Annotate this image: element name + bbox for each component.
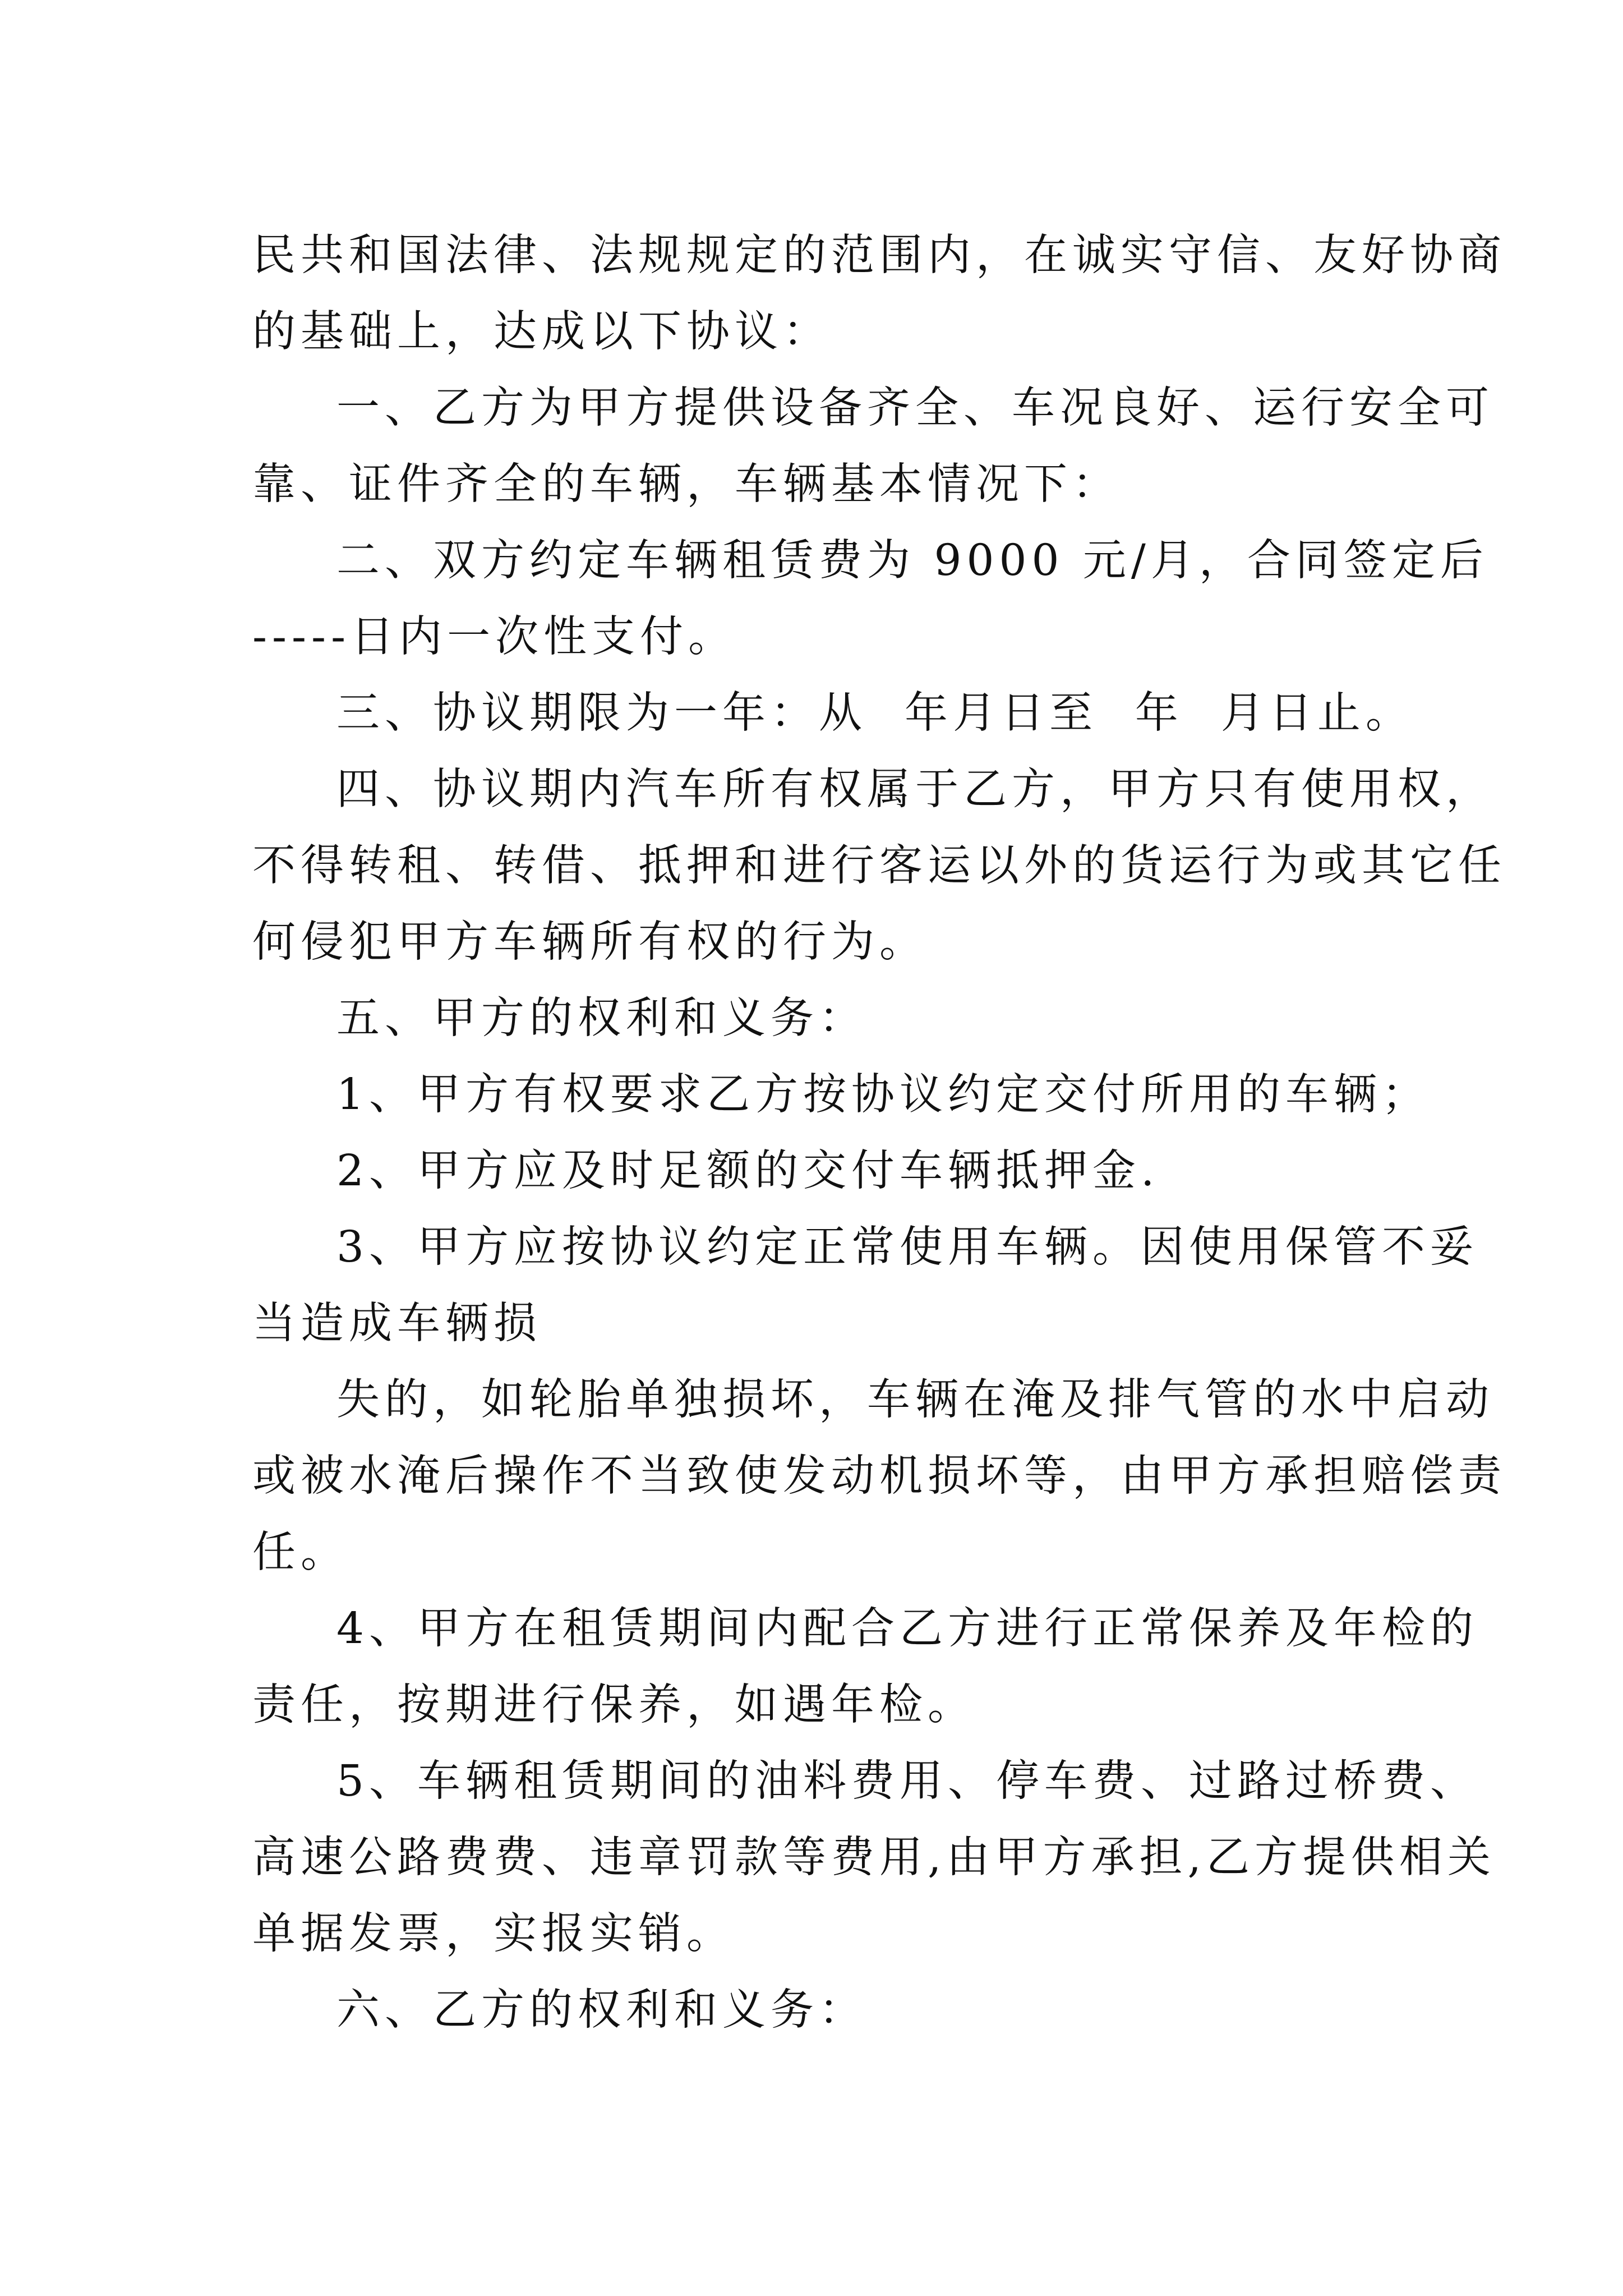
text-line: 六、乙方的权利和义务： bbox=[336, 1985, 867, 2035]
text-line: 的基础上，达成以下协议： bbox=[252, 307, 831, 357]
text-line: 四、协议期内汽车所有权属于乙方，甲方只有使用权， bbox=[336, 765, 1494, 815]
text-line: 4、甲方在租赁期间内配合乙方进行正常保养及年检的 bbox=[336, 1604, 1478, 1654]
text-line: 二、双方约定车辆租赁费为 9000 元/月，合同签定后 bbox=[336, 536, 1488, 586]
text-line: 1、甲方有权要求乙方按协议约定交付所用的车辆； bbox=[336, 1070, 1430, 1120]
text-line: 当造成车辆损 bbox=[252, 1299, 542, 1349]
text-line: 责任，按期进行保养，如遇年检。 bbox=[252, 1680, 976, 1730]
text-line: 民共和国法律、法规规定的范围内，在诚实守信、友好协商 bbox=[252, 231, 1506, 280]
text-line: 单据发票，实报实销。 bbox=[252, 1909, 735, 1959]
text-line: 何侵犯甲方车辆所有权的行为。 bbox=[252, 917, 928, 967]
text-line: 3、甲方应按协议约定正常使用车辆。因使用保管不妥 bbox=[336, 1222, 1478, 1272]
document-body bbox=[252, 218, 1506, 2049]
text-line: 五、甲方的权利和义务： bbox=[336, 993, 867, 1043]
text-line: 或被水淹后操作不当致使发动机损坏等，由甲方承担赔偿责 bbox=[252, 1451, 1506, 1501]
text-line: 一、乙方为甲方提供设备齐全、车况良好、运行安全可 bbox=[336, 383, 1494, 433]
text-line: 失的，如轮胎单独损坏，车辆在淹及排气管的水中启动 bbox=[336, 1375, 1494, 1425]
text-line: 三、协议期限为一年：从 年月日至 年 月日止。 bbox=[336, 688, 1414, 738]
text-line: 任。 bbox=[252, 1527, 349, 1577]
text-line: 2、甲方应及时足额的交付车辆抵押金. bbox=[336, 1146, 1160, 1196]
text-line: 不得转租、转借、抵押和进行客运以外的货运行为或其它任 bbox=[252, 841, 1506, 891]
text-line: 5、车辆租赁期间的油料费用、停车费、过路过桥费、 bbox=[336, 1756, 1478, 1806]
text-line: 靠、证件齐全的车辆，车辆基本情况下： bbox=[252, 459, 1121, 509]
text-line: 高速公路费费、违章罚款等费用,由甲方承担,乙方提供相关 bbox=[252, 1833, 1496, 1883]
text-line: -----日内一次性支付。 bbox=[252, 612, 737, 662]
